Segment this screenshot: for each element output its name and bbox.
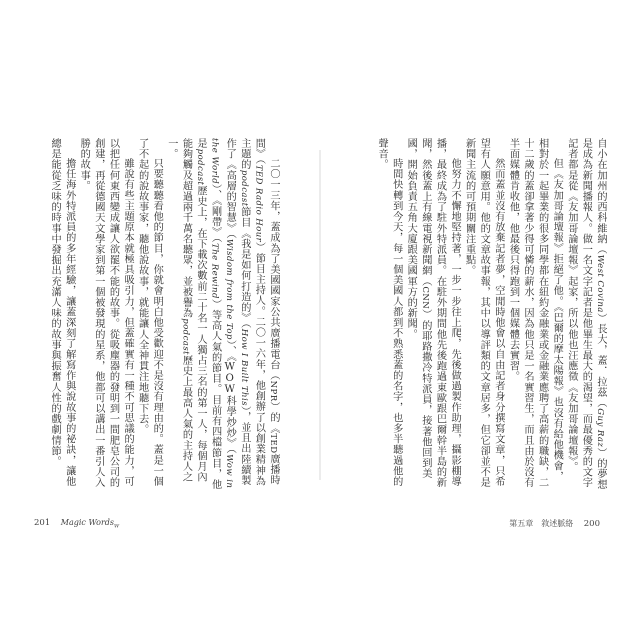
paragraph: [505, 138, 563, 490]
text-run: 他努力不懈地堅持著，一步一步往上爬，先後做過製作助理，攝影棚導播，最終成為了駐外特派員。在駐外期間他先後跑過東歐跟巴爾幹半島的新聞，然後蓋上有線電視新聞網（: [419, 138, 461, 488]
left-page-footer: [34, 518, 119, 530]
left-page-body: [30, 138, 280, 490]
latin-term: How I Built This: [238, 328, 249, 406]
latin-term: Wisdom from the Top: [224, 238, 235, 340]
latin-term: Guy Raz: [595, 408, 605, 448]
text-run: ）等高人氣的節目。目前有四檔節目，他是: [195, 138, 221, 490]
text-run: 節目《我是如何打造的》（: [238, 206, 250, 329]
text-run: 廣播時間》（: [253, 138, 279, 486]
latin-term: Wow in the World: [209, 138, 235, 489]
text-run: ），並且出陸續製作了《高層的智慧》（: [224, 138, 250, 486]
paragraph: [163, 138, 280, 490]
text-run: 然而蓋並沒有放棄記者夢，空閒時他會以自由記者身分撰寫文章，只希望有人願意用。他的文章故事報，其中以導評類的文章居多，但它卻並不是新聞主流的可預期關注重點。: [463, 138, 504, 488]
book-title-sub: W: [114, 523, 120, 530]
text-run: 只要聽聽看他的節目，你就會明白他受歡迎不是沒有理由的。蓋是一個了不起的說故事家，聽他說故事，就能讓人全神貫注地聽下去。: [136, 138, 163, 487]
text-run: ）的耶路撒冷特派員，接著他回到美國，開始負責五角大廈跟美國軍方的新聞。: [405, 138, 431, 479]
latin-term: podcast: [180, 318, 191, 355]
latin-term: TED: [268, 433, 278, 454]
text-run: 雖說有些主題原本就極具吸引力，但蓋確實有一種不可思議的能力，可以把任何東西變成讓人欲罷不能的故事。從吸塵器的發明到一間肥皂公司的創建，再從德國天文學家到第一個被發現的星系，他都可以講出一番引人入勝的故事。: [78, 138, 134, 488]
paragraph: [76, 138, 134, 490]
paragraph: [461, 138, 505, 490]
book-title-mark: [60, 518, 120, 530]
latin-term: CNN: [419, 286, 430, 310]
latin-term: podcast: [238, 169, 249, 207]
latin-term: NPR: [268, 381, 278, 402]
right-page: [320, 0, 640, 640]
latin-term: The Rewind: [209, 243, 220, 299]
book-title-text: Magic Words: [60, 518, 114, 527]
text-run: 自小在加州的西科維納（: [595, 138, 606, 255]
latin-term: West Covina: [595, 254, 605, 313]
text-run: 歷史上，在下載次數前二十名一人獨占三名的第一人，每個月內能夠觸及超過兩千萬名聽眾，並被譽為: [180, 138, 207, 483]
text-run: ）節目主持人。二〇一六年，他創辦了以創業精神為主題的: [238, 138, 265, 487]
left-page-number: 201: [34, 518, 51, 528]
text-run: ）的《: [268, 401, 279, 434]
text-run: 擔任海外特派員的多年經驗，讓蓋深刻了解寫作與說故事的祕訣，讓他總是能從乏味的時事中發掘出充滿人味的故事與振奮人性的戲劇情節。: [49, 138, 75, 487]
latin-term: podcast: [195, 148, 206, 186]
text-run: 但《友加哥論壇報》拒絕了他。《巴爾的摩太陽報》也沒有給他機會，相對於一起畢業的很多同學都在紐約金融業或金融業應聘了高薪的職缺，二十二歲的蓋卻拿著少得可憐的薪水，因為他只是一名實習生，而且由於沒有半面媒體肯收他，他最後只得跑到一個媒體去實習。: [507, 138, 563, 488]
text-run: ）、《WOW科學炒炒》（: [224, 339, 236, 455]
paragraph: [563, 138, 607, 490]
text-run: 歷史上最高人氣的主持人之一。: [165, 138, 192, 483]
right-page-footer: [509, 518, 600, 529]
right-page-number: 200: [583, 519, 600, 529]
text-run: 二〇一三年，蓋成為了美國國家公共廣播電台（: [268, 158, 279, 381]
text-run: ）、《剛帶》（: [209, 184, 221, 244]
right-page-body: [375, 138, 607, 490]
paragraph: [375, 138, 403, 490]
latin-term: TED Radio Hour: [253, 164, 264, 243]
text-run: ）的夢想是成為新聞播報人。做一名文字記者是他畢生最大的渴望，而最優秀的文字記者都是從《友加哥論壇報》起家，所以他也汪應徵《友加哥論壇報》。: [565, 138, 606, 490]
paragraph: [47, 138, 76, 490]
paragraph: [403, 138, 461, 490]
text-run: ）長大，蓋．拉茲（: [595, 312, 606, 409]
text-run: 時間快轉到今天，每一個美國人都到不熟悉蓋的名字，也多半聽過他的聲音。: [376, 138, 402, 487]
chapter-title: 第五章 敘述脈絡: [509, 519, 574, 528]
paragraph: [134, 138, 163, 490]
